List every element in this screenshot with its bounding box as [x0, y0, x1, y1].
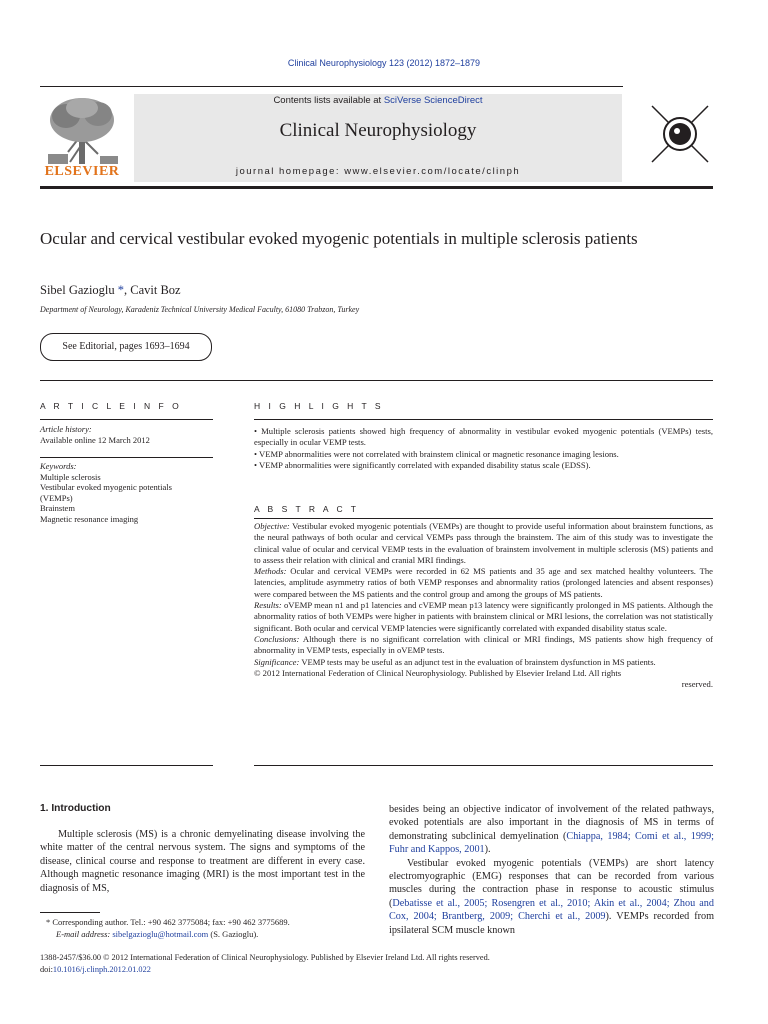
results-label: Results:: [254, 600, 282, 611]
section-rule: [40, 380, 713, 381]
highlight-item: • VEMP abnormalities were significantly correlated with expanded disability status scale (EDSS).: [254, 459, 591, 470]
abstract-copyright: [254, 668, 713, 679]
history-value: Available online 12 March 2012: [40, 434, 150, 445]
email-line: [40, 928, 365, 940]
abstract-heading: A B S T R A C T: [254, 504, 360, 514]
conclusions-label: Conclusions:: [254, 633, 300, 644]
right-p2-text: Vestibular evoked myogenic potentials (VEMPs) are short latency electromyographic (EMG) responses that can be recorded from various muscles during the contraction phase in response to acoustic stimulus (: [389, 857, 714, 909]
left-bottom-rule: [40, 765, 213, 766]
copyright-line-2: reserved.: [681, 679, 713, 690]
header-thick-rule: [40, 186, 713, 189]
section-heading-introduction: 1. Introduction: [40, 803, 111, 814]
abstract-methods: [254, 566, 713, 600]
citation-link[interactable]: Debatisse et al., 2005; Rosengren et al., 2010; Akin et al., 2004; Zhou and Cox, 2004; Brantberg, 2009; Cherchi et al., 2009: [389, 897, 714, 923]
keyword-item: Brainstem: [40, 503, 75, 514]
email-suffix: (S. Gazioglu).: [208, 929, 259, 939]
affiliation: Department of Neurology, Karadeniz Technical University Medical Faculty, 61080 Trabzon, Turkey: [40, 305, 360, 314]
elsevier-wordmark: ELSEVIER: [44, 164, 120, 179]
objective-text: Vestibular evoked myogenic potentials (VEMPs) are thought to provide useful information about brainstem functions, as the neural pathways of both ocular and cervical VEMPs pass through the brainstem. The aim of this study was to investigate the clinical value of ocular and cervical VEMP tests in the evaluation of brainstem involvement in multiple sclerosis (MS) patients and to assess their relation with clinical and cranial MRI findings.: [254, 521, 713, 565]
history-label: Article history:: [40, 424, 92, 434]
journal-citation[interactable]: Clinical Neurophysiology 123 (2012) 1872–1879: [287, 58, 481, 68]
keyword-item: Magnetic resonance imaging: [40, 513, 139, 524]
footnote: [40, 916, 365, 940]
doi-link[interactable]: 10.1016/j.clinph.2012.01.022: [52, 965, 151, 974]
page-footer: [40, 952, 490, 976]
abstract-rule: [254, 518, 713, 519]
intro-left-column: [40, 828, 365, 895]
highlight-item: • Multiple sclerosis patients showed high frequency of abnormality in vestibular evoked myogenic potentials (VEMPs) tests, especially in ocular VEMP tests.: [254, 426, 713, 448]
email-link[interactable]: sibelgazioglu@hotmail.com: [112, 929, 209, 939]
author-1: Sibel Gazioglu: [40, 283, 115, 297]
conclusions-text: Although there is no significant correlation with clinical or MRI findings, MS patients show high frequency of abnormality in VEMP tests, especially in oVEMP tests.: [254, 633, 713, 656]
keywords-block: [40, 461, 212, 525]
highlight-item: • VEMP abnormalities were not correlated with brainstem clinical or magnetic resonance imaging lesions.: [254, 448, 619, 459]
keywords-label: Keywords:: [40, 461, 77, 471]
intro-paragraph-1: Multiple sclerosis (MS) is a chronic demyelinating disease involving the white matter of the central nervous system. The signs and symptoms of the disease, clinical course and response to treatment are different in every case. Although magnetic resonance imaging (MRI) is the most important test in the diagnosis of MS,: [40, 829, 365, 894]
objective-label: Objective:: [254, 521, 290, 531]
intro-right-paragraph-2: [389, 857, 714, 937]
highlights-list: [254, 426, 713, 471]
intro-right-column: [389, 803, 714, 937]
doi-prefix: doi:: [40, 965, 53, 974]
abstract-copyright-end: [254, 679, 713, 690]
keyword-item: (VEMPs): [40, 492, 73, 503]
highlights-heading: H I G H L I G H T S: [254, 401, 384, 411]
header-rule: [40, 86, 623, 87]
abstract-significance: [254, 657, 713, 668]
citation-link[interactable]: Chiappa, 1984; Comi et al., 1999; Fuhr and Kappos, 2001: [389, 830, 714, 856]
intro-right-paragraph-1: [389, 803, 714, 857]
significance-text: VEMP tests may be useful as an adjunct test in the evaluation of brainstem dysfunction in MS patients.: [299, 656, 656, 667]
abstract-body: [254, 521, 713, 690]
highlights-rule: [254, 419, 713, 420]
methods-text: Ocular and cervical VEMPs were recorded in 62 MS patients and 35 age and sex matched healthy volunteers. The latencies, amplitude asymmetry ratios of both VEMP responses and abnormality ratios (prolonged latencies and absent responses) were compared between the MS patients and the control group and among the groups of MS patients.: [254, 566, 713, 599]
abstract-objective: [254, 521, 713, 566]
footnote-rule: [40, 912, 100, 913]
abstract-bottom-rule: [254, 765, 713, 766]
journal-homepage[interactable]: journal homepage: www.elsevier.com/locate/clinph: [235, 166, 521, 177]
author-2: Cavit Boz: [130, 283, 181, 297]
issn-line: 1388-2457/$36.00 © 2012 International Federation of Clinical Neurophysiology. Published by Elsevier Ireland Ltd. All rights reserved.: [40, 953, 490, 962]
author-separator: ,: [124, 283, 131, 297]
authors: [40, 283, 181, 298]
journal-title: Clinical Neurophysiology: [279, 120, 477, 141]
article-info-rule: [40, 419, 213, 420]
right-p2-end: ). VEMPs recorded from ipsilateral SCM muscle known: [389, 911, 714, 936]
article-info-heading: A R T I C L E I N F O: [40, 401, 182, 411]
keywords-rule: [40, 457, 213, 458]
article-title: Ocular and cervical vestibular evoked myogenic potentials in multiple sclerosis patients: [40, 229, 638, 248]
results-text: oVEMP mean n1 and p1 latencies and cVEMP mean p13 latency were significantly prolonged in MS patients. Although the abnormality ratios of both VEMPs were higher in patients with brainstem clinical or MRI lesions, the correlation was not statistically significant. Both ocular and cervical VEMP latencies were significantly correlated with expanded disability status scale.: [254, 600, 713, 633]
significance-label: Significance:: [254, 656, 300, 667]
sciencedirect-link[interactable]: SciVerse ScienceDirect: [383, 95, 483, 106]
keyword-item: Multiple sclerosis: [40, 471, 101, 482]
contents-line: [134, 95, 622, 106]
article-history: [40, 424, 150, 445]
copyright-line-1: © 2012 International Federation of Clinical Neurophysiology. Published by Elsevier Ireland Ltd. All rights: [254, 667, 622, 678]
journal-seal-icon: [644, 98, 716, 170]
right-p1-text: besides being an objective indicator of involvement of the related pathways, evoked potentials are also important in the diagnosis of MS in terms of demonstrating subclinical demyelination (: [389, 804, 714, 842]
doi-line: [40, 964, 490, 976]
email-label: E-mail address:: [56, 929, 113, 939]
right-p1-end: ).: [484, 844, 491, 856]
abstract-results: [254, 600, 713, 634]
keyword-item: Vestibular evoked myogenic potentials: [40, 482, 172, 493]
corresponding-author-mark[interactable]: *: [114, 283, 125, 297]
corresponding-author-note: * Corresponding author. Tel.: +90 462 3775084; fax: +90 462 3775689.: [46, 917, 290, 927]
contents-prefix: Contents lists available at: [273, 95, 384, 106]
see-editorial-button[interactable]: See Editorial, pages 1693–1694: [40, 333, 212, 361]
methods-label: Methods:: [254, 566, 287, 577]
abstract-conclusions: [254, 634, 713, 657]
